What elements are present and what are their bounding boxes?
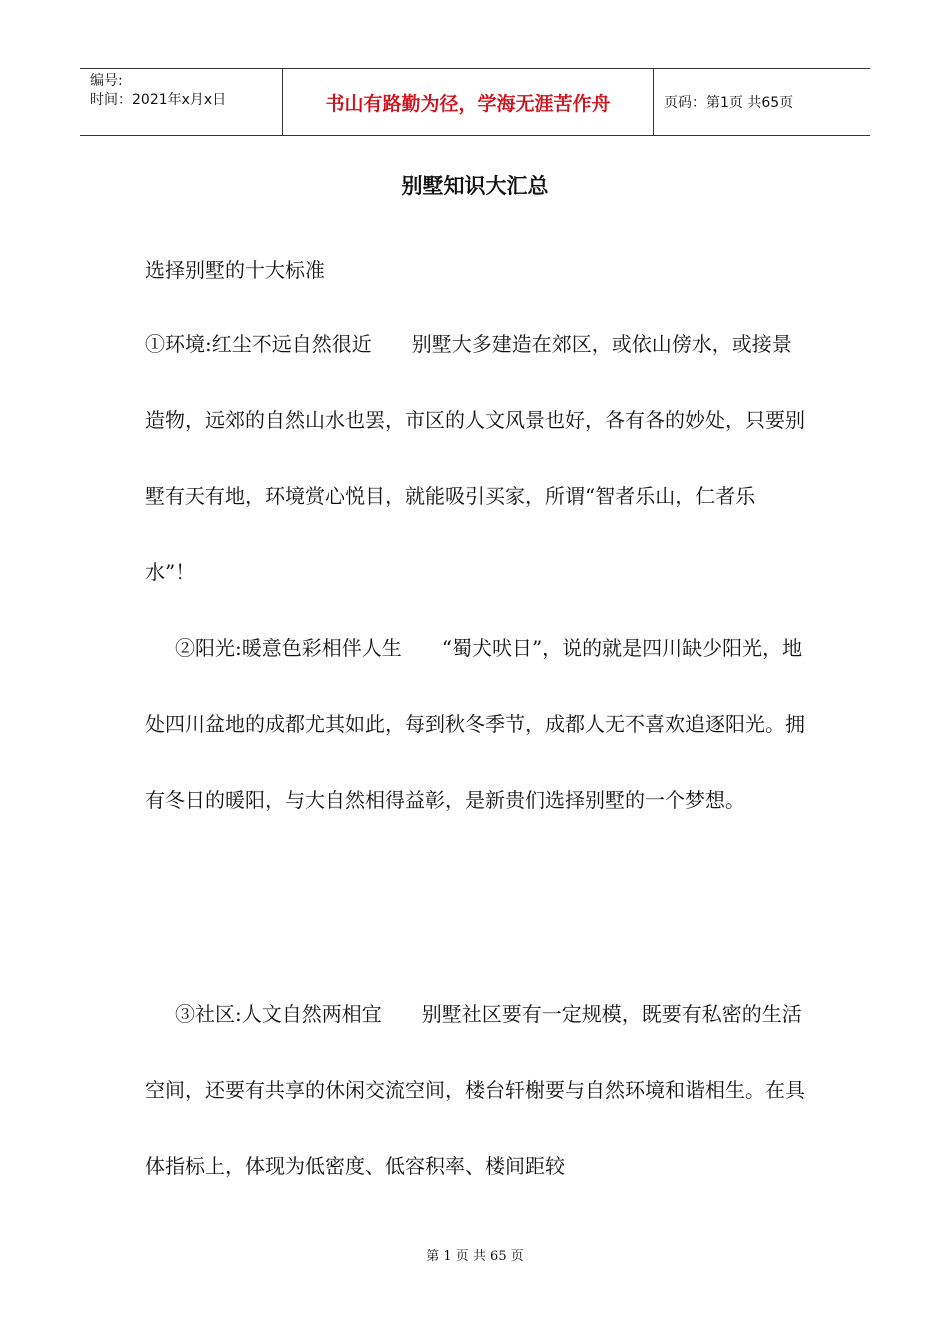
paragraph-environment: ①环境:红尘不远自然很近 别墅大多建造在郊区，或依山傍水，或接景造物，远郊的自然山水也罢，市区的人文风景也好，各有各的妙处，只要别墅有天有地，环境赏心悦目，就能吸引买家，所谓“智者乐山，仁者乐水”！ (145, 332, 805, 584)
document-number-label: 编号: (90, 73, 123, 89)
header-left-cell (80, 69, 282, 135)
section-heading: 选择别墅的十大标准 (145, 258, 325, 282)
header-page-info: 页码：第1页 共65页 (664, 95, 794, 111)
document-date: 时间：2021年x月x日 (90, 92, 227, 108)
page-footer: 第 1 页 共 65 页 (426, 1249, 524, 1264)
header-table (80, 68, 870, 136)
header-motto: 书山有路勤为径，学海无涯苦作舟 (282, 69, 654, 135)
document-title: 别墅知识大汇总 (401, 173, 549, 198)
paragraph-community: ③社区:人文自然两相宜 别墅社区要有一定规模，既要有私密的生活空间，还要有共享的休闲交流空间，楼台轩榭要与自然环境和谐相生。在具体指标上，体现为低密度、低容积率、楼间距较 (145, 1002, 805, 1178)
paragraph-sunlight: ②阳光:暖意色彩相伴人生 “蜀犬吠日”，说的就是四川缺少阳光，地处四川盆地的成都尤其如此，每到秋冬季节，成都人无不喜欢追逐阳光。拥有冬日的暖阳，与大自然相得益彰，是新贵们选择别墅的一个梦想。 (145, 636, 805, 812)
